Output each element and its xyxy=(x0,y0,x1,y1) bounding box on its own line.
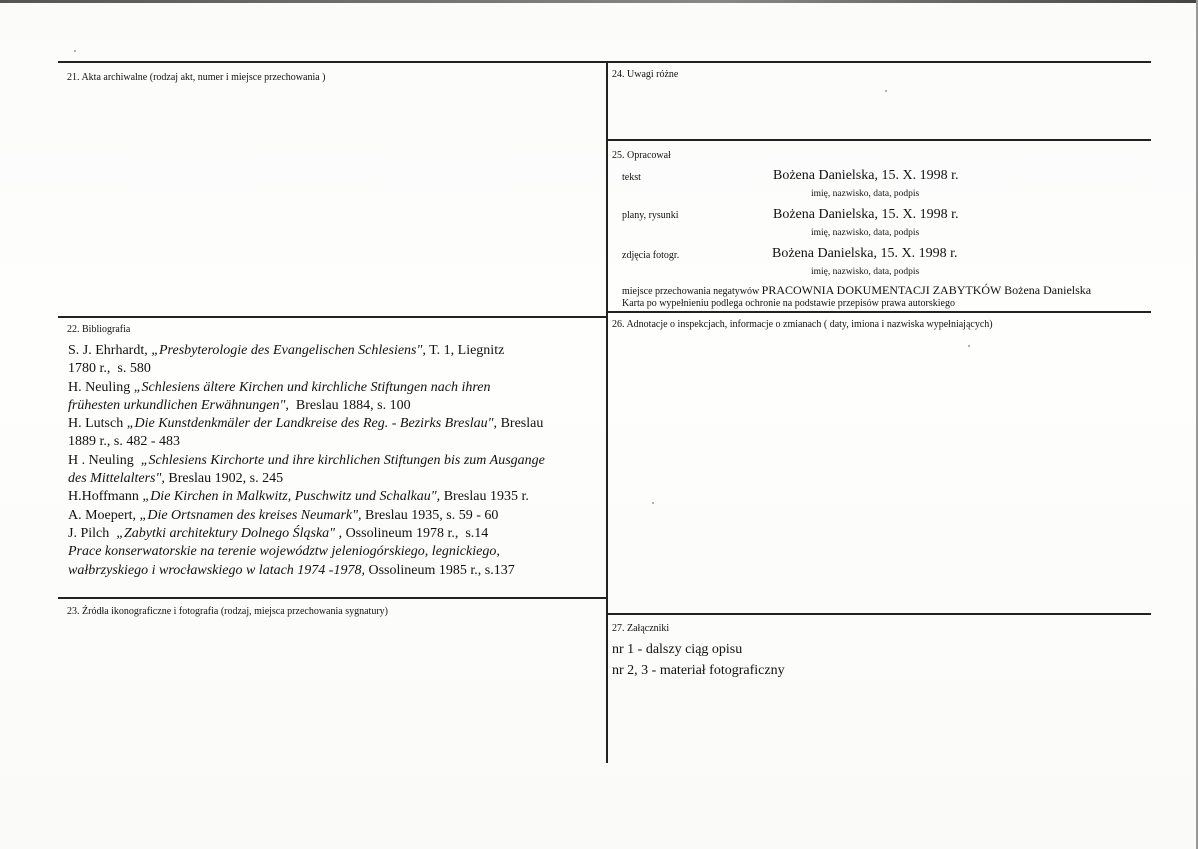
bibliography-title: des Mittelalters", xyxy=(68,471,165,487)
center-divider xyxy=(606,61,608,763)
bibliography-entry xyxy=(68,433,604,451)
bibliography-text: Breslau xyxy=(497,416,544,432)
section-25-label: 25. Opracował xyxy=(612,150,671,161)
copyright-note: Karta po wypełnieniu podlega ochronie na podstawie przepisów prawa autorskiego xyxy=(622,298,955,309)
bibliography-entry xyxy=(68,415,604,433)
bibliography-entry xyxy=(68,488,604,506)
bibliography-text: H. Lutsch xyxy=(68,416,127,432)
top-rule xyxy=(58,61,1151,63)
bibliography-text: 1889 r., s. 482 - 483 xyxy=(68,434,180,450)
role-text: tekst xyxy=(622,172,641,183)
negatives-value: PRACOWNIA DOKUMENTACJI ZABYTKÓW Bożena Danielska xyxy=(761,283,1092,297)
author-name-text: Bożena Danielska, 15. X. 1998 r. xyxy=(773,168,959,183)
bibliography-title: frühesten urkundlichen Erwähnungen", xyxy=(68,397,289,413)
scan-speck xyxy=(885,90,887,92)
scan-speck xyxy=(968,345,970,347)
bibliography-title: Prace konserwatorskie na terenie województw jeleniogórskiego, legnickiego, xyxy=(68,544,500,560)
bibliography-text: H.Hoffmann xyxy=(68,489,143,505)
rule-22-23 xyxy=(58,597,607,599)
bibliography-entry xyxy=(68,562,604,580)
rule-24-25 xyxy=(607,139,1151,141)
bibliography-entry xyxy=(68,397,604,415)
scan-speck xyxy=(652,502,654,504)
bibliography-text: Breslau 1902, s. 245 xyxy=(164,471,284,487)
bibliography-text: H. Neuling xyxy=(68,379,134,395)
bibliography-title: „Die Kirchen in Malkwitz, Puschwitz und Schalkau", xyxy=(142,489,441,505)
negatives-label: miejsce przechowania negatywów xyxy=(622,286,760,297)
bibliography-text: Ossolineum 1985 r., s.137 xyxy=(364,562,515,578)
bibliography-text: 1780 r., s. 580 xyxy=(68,361,151,377)
bibliography-text: H . Neuling xyxy=(68,452,141,468)
section-24-label: 24. Uwagi różne xyxy=(612,69,679,80)
scan-top-edge xyxy=(0,0,1198,3)
bibliography-title: „Die Ortsnamen des kreises Neumark", xyxy=(139,507,362,523)
section-21-label: 21. Akta archiwalne (rodzaj akt, numer i miejsce przechowania ) xyxy=(67,72,326,83)
section-23-label: 23. Źródła ikonograficzne i fotografia (rodzaj, miejsca przechowania sygnatury) xyxy=(67,606,388,617)
bibliography-title: wałbrzyskiego i wrocławskiego w latach 1974 -1978, xyxy=(68,562,365,578)
bibliography-entry xyxy=(68,525,604,543)
author-caption-photos: imię, nazwisko, data, podpis xyxy=(811,267,920,277)
section-27-label: 27. Załączniki xyxy=(612,623,670,634)
bibliography-entry xyxy=(68,507,604,525)
rule-26-27 xyxy=(607,613,1151,615)
section-26-label: 26. Adnotacje o inspekcjach, informacje o zmianach ( daty, imiona i nazwiska wypełniających) xyxy=(612,319,993,330)
author-name-photos: Bożena Danielska, 15. X. 1998 r. xyxy=(772,246,958,261)
author-caption-text: imię, nazwisko, data, podpis xyxy=(811,189,920,199)
rule-21-22 xyxy=(58,316,607,318)
bibliography-title: „Schlesiens Kirchorte und ihre kirchlichen Stiftungen bis zum Ausgange xyxy=(140,452,545,468)
bibliography-text: A. Moepert, xyxy=(68,507,140,523)
bibliography-text: T. 1, Liegnitz xyxy=(425,343,505,358)
bibliography-text: S. J. Ehrhardt, xyxy=(68,343,152,358)
author-name-plans: Bożena Danielska, 15. X. 1998 r. xyxy=(773,207,959,222)
bibliography-entry xyxy=(68,452,604,470)
bibliography-list xyxy=(68,342,604,580)
rule-25-26 xyxy=(607,311,1151,313)
negatives-line xyxy=(622,284,1091,298)
role-plans: plany, rysunki xyxy=(622,210,679,221)
bibliography-entry xyxy=(68,360,604,378)
attachment-item: nr 2, 3 - materiał fotograficzny xyxy=(612,663,785,678)
author-caption-plans: imię, nazwisko, data, podpis xyxy=(811,228,920,238)
bibliography-title: „Schlesiens ältere Kirchen und kirchliche Stiftungen nach ihren xyxy=(133,379,491,395)
bibliography-entry xyxy=(68,342,604,360)
bibliography-text: J. Pilch xyxy=(68,525,117,541)
scan-speck xyxy=(74,50,76,52)
bibliography-title: „Zabytki architektury Dolnego Śląska" xyxy=(116,525,336,541)
bibliography-entry xyxy=(68,379,604,397)
bibliography-entry xyxy=(68,470,604,488)
bibliography-text: Breslau 1884, s. 100 xyxy=(288,397,411,413)
bibliography-entry xyxy=(68,543,604,561)
bibliography-text: Breslau 1935 r. xyxy=(440,489,529,505)
bibliography-text: Breslau 1935, s. 59 - 60 xyxy=(361,507,499,523)
bibliography-text: , Ossolineum 1978 r., s.14 xyxy=(335,525,489,541)
section-22-label: 22. Bibliografia xyxy=(67,324,131,335)
bibliography-title: „Die Kunstdenkmäler der Landkreise des Reg. - Bezirks Breslau", xyxy=(126,416,498,432)
attachment-item: nr 1 - dalszy ciąg opisu xyxy=(612,642,743,657)
bibliography-title: „Presbyterologie des Evangelischen Schlesiens", xyxy=(151,343,426,358)
role-photos: zdjęcia fotogr. xyxy=(622,250,680,261)
